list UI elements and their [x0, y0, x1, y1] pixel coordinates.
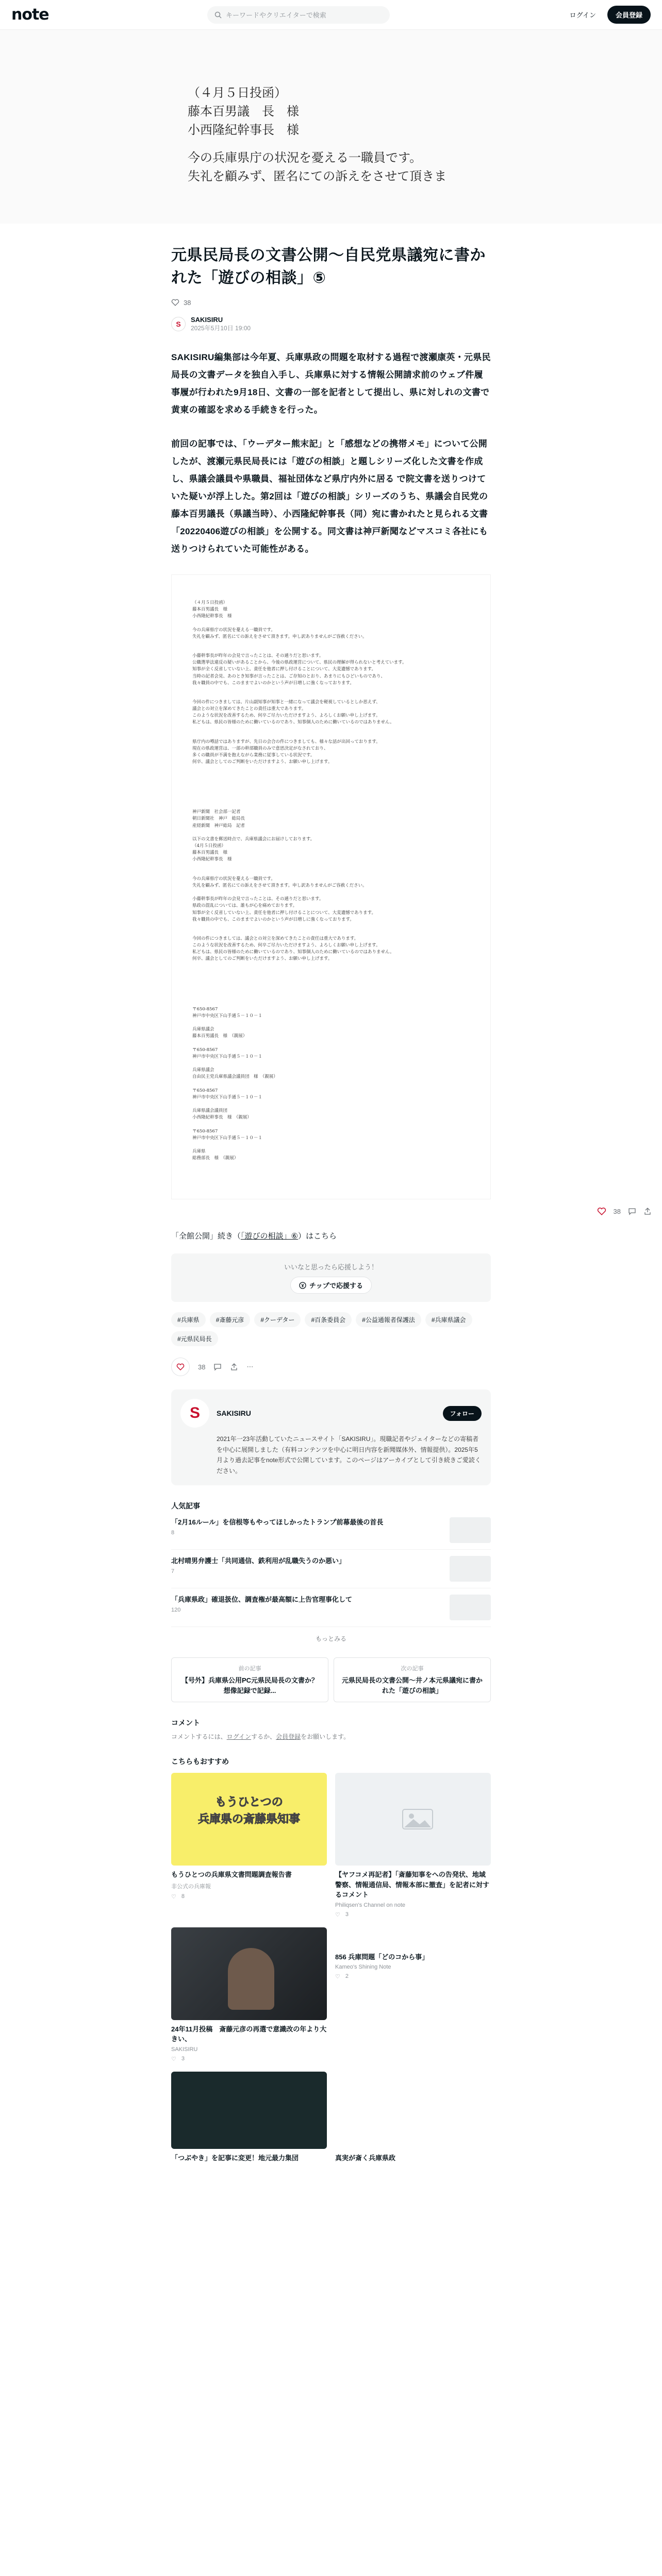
prev-article-link[interactable]	[171, 1657, 328, 1702]
card-title: 「つぶやき」を記事に変更！地元最力集団	[171, 2154, 299, 2162]
share-icon[interactable]	[643, 1207, 652, 1215]
search-box[interactable]	[207, 6, 390, 24]
post-date: 2025年5月10日 19:00	[191, 325, 251, 332]
thumbnail	[450, 1517, 491, 1543]
heart-icon	[176, 1363, 185, 1371]
comments-title: コメント	[171, 1719, 200, 1727]
comments-text	[171, 1732, 491, 1741]
prev-label: 前の記事	[238, 1666, 261, 1672]
card-title: 真実が斎く兵庫県政	[335, 2154, 396, 2162]
card-title: もうひとつの兵庫県文書問題調査報告書	[171, 1871, 292, 1879]
next-part-link	[171, 1230, 491, 1241]
search-icon	[214, 11, 222, 19]
creator-avatar[interactable]: S	[180, 1399, 209, 1428]
body-paragraph: SAKISIRU編集部は今年夏、兵庫県政の問題を取材する過程で渡瀬康英・元県民局長の文書データを独自入手し、兵庫県に対する情報公開請求前のウェブ件履事履が行われた9月18日、文書の一部を記者として提出し、県に対しれの文書で黄東の確認を求める手続きを行った。	[171, 352, 491, 415]
tag-chip[interactable]: #百条委員会	[305, 1312, 352, 1327]
card-title: 856 兵庫問題「どのコから事」	[335, 1953, 429, 1961]
comments-text-a: コメントするには、	[171, 1733, 227, 1741]
pop-item-likes: 120	[171, 1606, 181, 1613]
prev-next-nav	[171, 1657, 491, 1702]
doc-text: 今回の件につきましては、議会との対立を深めてきたことの責任は重大であります。 このような状況を改善するため、何卒ご尽力いただけますよう、よろしくお願い申し上げます。 私どもは、県民の皆様のために働いているのであり、知事個人のために働いているのではありません。 何卒、議会としてのご判断をいただけますよう、お願い申し上げます。	[192, 936, 394, 962]
tag-chip[interactable]: #公益通報者保護法	[356, 1312, 421, 1327]
heart-icon[interactable]	[597, 1207, 606, 1216]
card-author: 非公式の兵庫報	[171, 1883, 211, 1890]
tip-icon	[299, 1282, 306, 1289]
hero-line: 失礼を顧みず、匿名にての訴えをさせて頂きま	[188, 169, 447, 183]
heart-icon[interactable]: ♡	[335, 1974, 340, 1980]
card-likes: 3	[181, 2055, 185, 2062]
hero-line: 小西隆紀幹事長 様	[188, 123, 299, 137]
follow-button[interactable]: フォロー	[443, 1406, 482, 1421]
hero-image	[0, 30, 662, 224]
portrait-shape	[228, 1948, 274, 2010]
svg-text:¥: ¥	[301, 1283, 304, 1289]
list-item[interactable]	[171, 1588, 491, 1627]
card-image	[335, 1927, 491, 1948]
tag-chip[interactable]: #兵庫県議会	[425, 1312, 472, 1327]
support-box	[171, 1253, 491, 1302]
prev-title: 【号外】兵庫県公用PC元県民局長の文書か？想像記録で記録...	[181, 1676, 319, 1694]
like-count: 38	[198, 1363, 206, 1371]
more-link[interactable]: もっとみる	[315, 1635, 346, 1643]
card-likes: 3	[345, 1911, 349, 1918]
floating-actions	[0, 1207, 662, 1216]
pop-item-title: 「2月16ルール」を信根等もやってほしかったトランプ前幕最後の首長	[171, 1518, 384, 1527]
more-icon[interactable]: ⋯	[246, 1363, 254, 1371]
creator-card	[171, 1389, 491, 1485]
author-row	[171, 316, 491, 332]
list-item[interactable]	[171, 1511, 491, 1550]
login-button[interactable]: ログイン	[569, 11, 596, 19]
comments-login-link[interactable]: ログイン	[226, 1733, 252, 1741]
search-placeholder: キーワードやクリエイターで検索	[226, 11, 326, 19]
popular-list	[171, 1511, 491, 1627]
comment-icon[interactable]	[628, 1207, 636, 1215]
card-image	[171, 1773, 327, 1866]
creator-name[interactable]: SAKISIRU	[217, 1409, 251, 1418]
recommend-card[interactable]	[171, 1773, 327, 1918]
card-likes: 2	[345, 1973, 349, 1980]
card-image	[335, 1773, 491, 1866]
heart-icon[interactable]	[171, 298, 179, 307]
like-row	[171, 298, 491, 307]
tip-label: チップで応援する	[309, 1282, 363, 1290]
like-button[interactable]	[171, 1358, 190, 1376]
comments-text-b: するか、	[251, 1733, 276, 1741]
recommend-title: こちらもおすすめ	[171, 1757, 229, 1766]
doc-text: 神戸新聞 社会部一記者 朝日新聞社 神戸 総局長 産経新聞 神戸総局 記者 以下の文書を郵送時点で、兵庫県議会にお届けしております。 （4月５日投函） 藤本百男議長 様 小西隆紀幹事長 様	[192, 809, 315, 862]
tag-chip[interactable]: #斎藤元彦	[210, 1312, 251, 1327]
recommend-card[interactable]	[171, 2072, 327, 2163]
body-paragraph: 前回の記事では、「ウーデター熊末記」と「感想などの携帯メモ」について公開したが、渡瀬元県民局長には「遊びの相談」と題しシリーズ化した文書を作成し、県議会議員や県職員、福祉団体など県庁内外に居る で院文書を送りつけていた疑いが浮上した。第2回は「遊びの相談」シリーズのうち、県議会自民党の藤本百男議長（県議当時）、小西隆紀幹事長（同）宛に書かれたと見られる文書「20220406遊びの相談」を公開する。同文書は神戸新聞などマスコミ各社にも送りつけられていた可能性がある。	[171, 439, 488, 554]
creator-bio: 2021年一23年活動していたニュースサイト「SAKISIRU」。現職記者やジェイターなどの寄稿者を中心に展開しました（有料コンテンツを中心に明日内容を新聞媒体外、情報提供）。2025年5月より過去記事をnote形式で公開しています。このページはアーカイブとして引き続きご愛読ください。	[217, 1435, 481, 1475]
card-image	[335, 2072, 491, 2149]
hero-line: （４月５日投函）	[188, 86, 287, 100]
doc-text: 〒650-8567 神戸市中央区下山手通５－１０－１ 兵庫県議会 藤本百男議長 様 （親展） 〒650-8567 神戸市中央区下山手通５－１０－１ 兵庫県議会 自由民主党兵庫県議会議員団 様 （親展） 〒650-8567 神戸市中央区下山手通５－１０－１ 兵庫県議会議員団 小西隆紀幹事長 様 （親展） 〒650-8567 神戸市中央区下山手通５－１０－１ 兵庫県 総務部長 様 （親展）	[192, 1006, 278, 1161]
next-article-link[interactable]	[334, 1657, 491, 1702]
thumbnail	[450, 1595, 491, 1620]
author-name[interactable]: SAKISIRU	[191, 316, 223, 324]
heart-icon[interactable]: ♡	[171, 1893, 176, 1900]
hero-line: 藤本百男議 長 様	[188, 104, 299, 118]
next-title: 元県民局長の文書公開〜井ノ本元県議宛に書かれた「遊びの相談」	[341, 1676, 483, 1694]
card-author: Philiqsen's Channel on note	[335, 1902, 406, 1908]
author-avatar[interactable]: S	[171, 317, 186, 331]
document-scan	[171, 574, 491, 1199]
tag-list	[171, 1312, 491, 1346]
tag-chip[interactable]: #元県民局長	[171, 1331, 218, 1346]
share-icon[interactable]	[230, 1363, 238, 1371]
card-image	[171, 2072, 327, 2149]
thumbnail	[450, 1556, 491, 1582]
article-title: 元県民局長の文書公開〜自民党県議宛に書かれた「遊びの相談」⑤	[171, 247, 486, 286]
like-count: 38	[184, 298, 191, 307]
bottom-actions	[171, 1358, 491, 1376]
recommend-card[interactable]	[335, 2072, 491, 2163]
ref-prefix: 「全館公開」続き（	[171, 1232, 241, 1241]
pop-item-likes: 7	[171, 1568, 175, 1574]
signup-button[interactable]: 会員登録	[607, 6, 651, 24]
pop-item-likes: 8	[171, 1529, 175, 1536]
note-logo[interactable]: note	[11, 6, 49, 24]
ref-suffix: ）はこちら	[297, 1232, 337, 1241]
heart-icon[interactable]: ♡	[171, 2056, 176, 2062]
next-label: 次の記事	[401, 1666, 424, 1672]
card-author: SAKISIRU	[171, 2046, 198, 2053]
placeholder-image-icon	[402, 1809, 433, 1829]
pop-item-title: 北村晴男弁護士「共同通信、鉄利用が乱職失うのか悪い」	[171, 1557, 346, 1565]
recommend-section	[171, 1756, 491, 2163]
recommend-card[interactable]	[335, 1927, 491, 2062]
tag-chip[interactable]: #クーデター	[254, 1312, 301, 1327]
like-count: 38	[613, 1207, 621, 1215]
popular-title: 人気記事	[171, 1502, 200, 1511]
pop-item-title: 「兵庫県政」確退扱位、調査権が最高額に上告官理事化して	[171, 1596, 353, 1604]
recommend-card[interactable]	[171, 1927, 327, 2062]
heart-icon[interactable]: ♡	[335, 1911, 340, 1918]
doc-text: 今回の件につきましては、片山副知事が知事と一緒になって議会を軽視しているとしか思えず、 議会との対立を深めてきたことの責任は重大であります。 このような状況を改善するため、何卒ご尽力いただけますよう、よろしくお願い申し上げます。 私どもは、県民の皆様のために働いているのであり、知事個人のために働いているのではありません。	[192, 699, 394, 725]
ref-link[interactable]: 「遊びの相談」⑥	[241, 1232, 298, 1241]
list-item[interactable]	[171, 1550, 491, 1588]
tip-button[interactable]	[290, 1277, 372, 1294]
tag-chip[interactable]: #兵庫県	[171, 1312, 206, 1327]
card-title: 24年11月投稿 斎藤元彦の再選で意識改の年より大きい、	[171, 2025, 327, 2043]
doc-text: （４月５日投函） 藤本百男議長 様 小西隆紀幹事長 様 今の兵庫県庁の状況を憂える一職員です。 失礼を顧みず、匿名にての訴えをさせて頂きます。申し訳ありませんがご容赦ください。	[192, 600, 367, 639]
hero-line: 今の兵庫県庁の状況を憂える一職員です。	[188, 150, 422, 165]
comments-signup-link[interactable]: 会員登録	[276, 1733, 301, 1741]
card-title: 【ヤフコメ再記者】「斎藤知事をへの告発状、地域警察、情報通信局、情報本部に撤査」を記者に対するコメント	[335, 1871, 490, 1899]
comments-text-c: をお願いします。	[301, 1733, 350, 1741]
comment-icon[interactable]	[213, 1363, 222, 1371]
support-text: いいなと思ったら応援しよう！	[284, 1263, 378, 1272]
doc-text: 今の兵庫県庁の状況を憂える一職員です。 失礼を顧みず、匿名にての訴えをさせて頂きます。申し訳ありませんがご容赦ください。 小藤幹事長が昨年の会見で言ったことは、その通りだと思います。 県政の混乱については、誰もが心を痛めております。 知事が全く反省していない上、責任を他者に押し付けることについて、大変遺憾であります。 我々職員の中でも、このままでよいのかという声が日増しに強くなっております。	[192, 876, 376, 922]
card-likes: 8	[181, 1893, 185, 1900]
card-image-text: もうひとつの 兵庫県の斎藤県知事	[197, 1795, 300, 1826]
article-column	[171, 244, 491, 1199]
recommend-card[interactable]	[335, 1773, 491, 1918]
doc-text: 県庁内の噂話ではありますが、先日の会合の件につきましても、様々な話が出回っております。 現在の県政運営は、一部の幹部職員のみで意思決定がなされており、 多くの職員が不満を抱えながら業務に従事している状況です。 何卒、議会としてのご判断をいただけますよう、お願い申し上げます。	[192, 739, 380, 765]
card-author: Kameo's Shining Note	[335, 1964, 391, 1971]
card-image	[171, 1927, 327, 2020]
site-header	[0, 0, 662, 30]
doc-text: 小藤幹事長が昨年の会見で言ったことは、その通りだと思います。 公職選挙法違反の疑いがあることから、今後の県政運営について、県民の理解が得られないと考えています。 知事が全く反省していない上、責任を他者に押し付けることについて、大変遺憾であります。 当時の記者会見、あのとき知事が言ったことは、ご存知のとおり、あまりにもひどいものであり、 我々職員の中でも、このままでよいのかという声が日増しに強くなっております。	[192, 653, 407, 686]
